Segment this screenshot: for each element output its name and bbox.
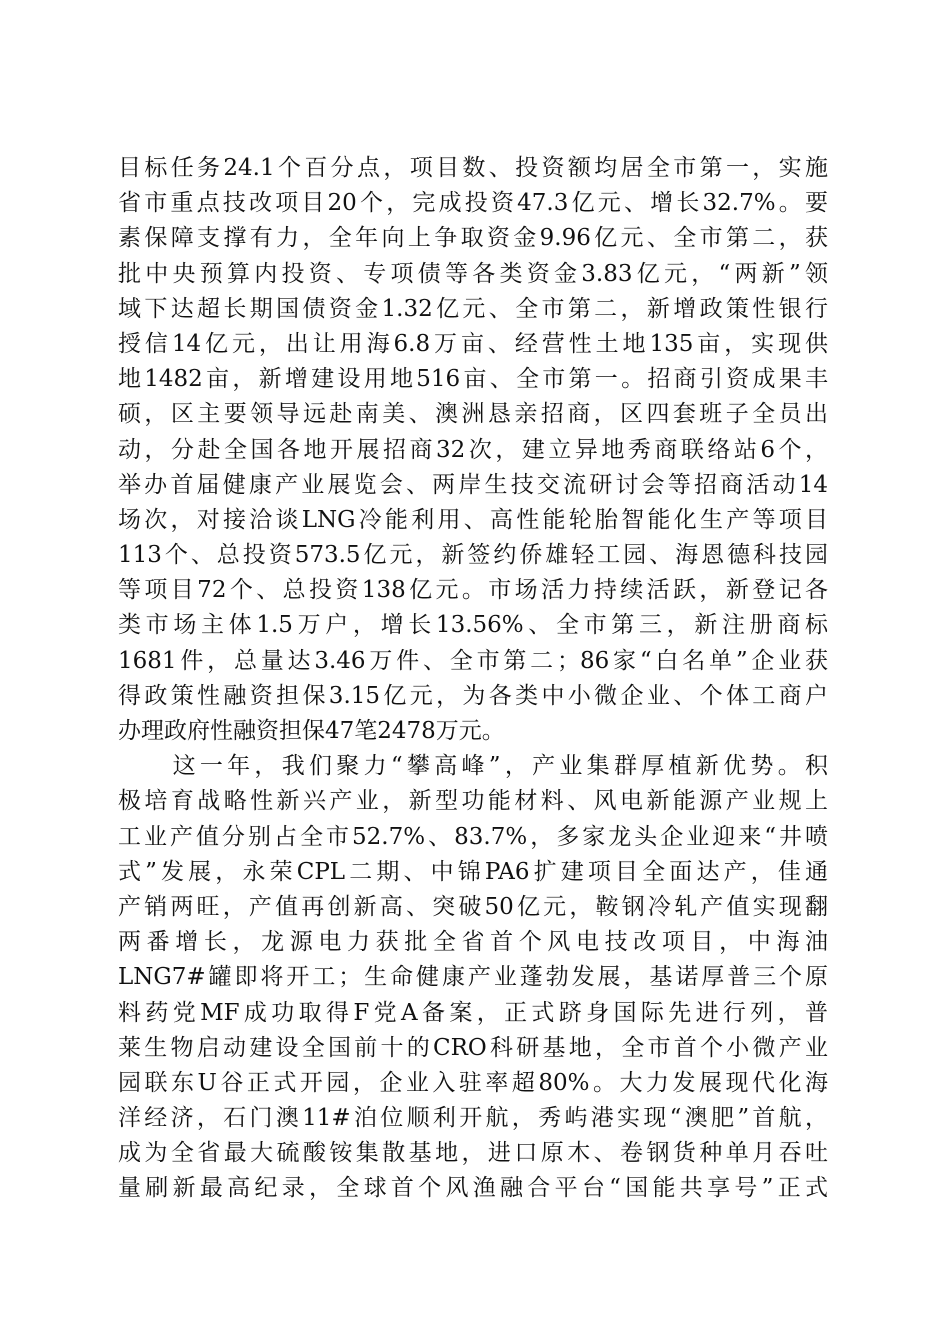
- text-line: 类市场主体1.5万户，增长13.56%、全市第三，新注册商标: [118, 612, 828, 639]
- text-line: 得政策性融资担保3.15亿元，为各类中小微企业、个体工商户: [118, 682, 828, 709]
- text-line: 产销两旺，产值再创新高、突破50亿元，鞍钢冷轧产值实现翻: [118, 893, 828, 920]
- text-line: 地1482亩，新增建设用地516亩、全市第一。招商引资成果丰: [118, 366, 828, 393]
- text-line: 料药党MF成功取得F党A备案，正式跻身国际先进行列，普: [118, 999, 828, 1026]
- paragraph-2: [118, 749, 828, 1206]
- text-line: 省市重点技改项目20个，完成投资47.3亿元、增长32.7%。要: [118, 190, 828, 217]
- text-line: 1681件，总量达3.46万件、全市第二；86家“白名单”企业获: [118, 647, 828, 674]
- text-line: 授信14亿元，出让用海6.8万亩、经营性土地135亩，实现供: [118, 330, 828, 357]
- text-line: 办理政府性融资担保47笔2478万元。: [118, 718, 505, 744]
- text-line: 成为全省最大硫酸铵集散基地，进口原木、卷钢货种单月吞吐: [118, 1140, 828, 1167]
- text-line: 举办首届健康产业展览会、两岸生技交流研讨会等招商活动14: [118, 471, 828, 498]
- text-line: 硕，区主要领导远赴南美、澳洲恳亲招商，区四套班子全员出: [118, 401, 828, 428]
- text-line: LNG7#罐即将开工；生命健康产业蓬勃发展，基诺厚普三个原: [118, 964, 828, 991]
- text-line: 素保障支撑有力，全年向上争取资金9.96亿元、全市第二，获: [118, 225, 828, 252]
- text-line: 园联东U谷正式开园，企业入驻率超80%。大力发展现代化海: [118, 1069, 828, 1096]
- text-line: 这一年，我们聚力“攀高峰”，产业集群厚植新优势。积: [118, 753, 828, 780]
- text-line: 动，分赴全国各地开展招商32次，建立异地秀商联络站6个，: [118, 436, 828, 463]
- text-line: 目标任务24.1个百分点，项目数、投资额均居全市第一，实施: [118, 155, 828, 181]
- text-line: 批中央预算内投资、专项债等各类资金3.83亿元，“两新”领: [118, 260, 828, 287]
- text-line: 113个、总投资573.5亿元，新签约侨雄轻工园、海恩德科技园: [118, 542, 828, 569]
- text-line: 域下达超长期国债资金1.32亿元、全市第二，新增政策性银行: [118, 295, 828, 322]
- document-body: [118, 151, 828, 1207]
- text-line: 两番增长，龙源电力获批全省首个风电技改项目，中海油: [118, 929, 828, 956]
- text-line: 量刷新最高纪录，全球首个风渔融合平台“国能共享号”正式: [118, 1175, 828, 1202]
- text-line: 式”发展，永荣CPL二期、中锦PA6扩建项目全面达产，佳通: [118, 858, 828, 885]
- text-line: 极培育战略性新兴产业，新型功能材料、风电新能源产业规上: [118, 788, 828, 815]
- paragraph-1: [118, 151, 828, 749]
- text-line: 工业产值分别占全市52.7%、83.7%，多家龙头企业迎来“井喷: [118, 823, 828, 850]
- text-line: 洋经济，石门澳11#泊位顺利开航，秀屿港实现“澳肥”首航，: [118, 1105, 828, 1132]
- text-line: 场次，对接洽谈LNG冷能利用、高性能轮胎智能化生产等项目: [118, 506, 828, 533]
- text-line: 莱生物启动建设全国前十的CRO科研基地，全市首个小微产业: [118, 1034, 828, 1061]
- text-line: 等项目72个、总投资138亿元。市场活力持续活跃，新登记各: [118, 577, 828, 604]
